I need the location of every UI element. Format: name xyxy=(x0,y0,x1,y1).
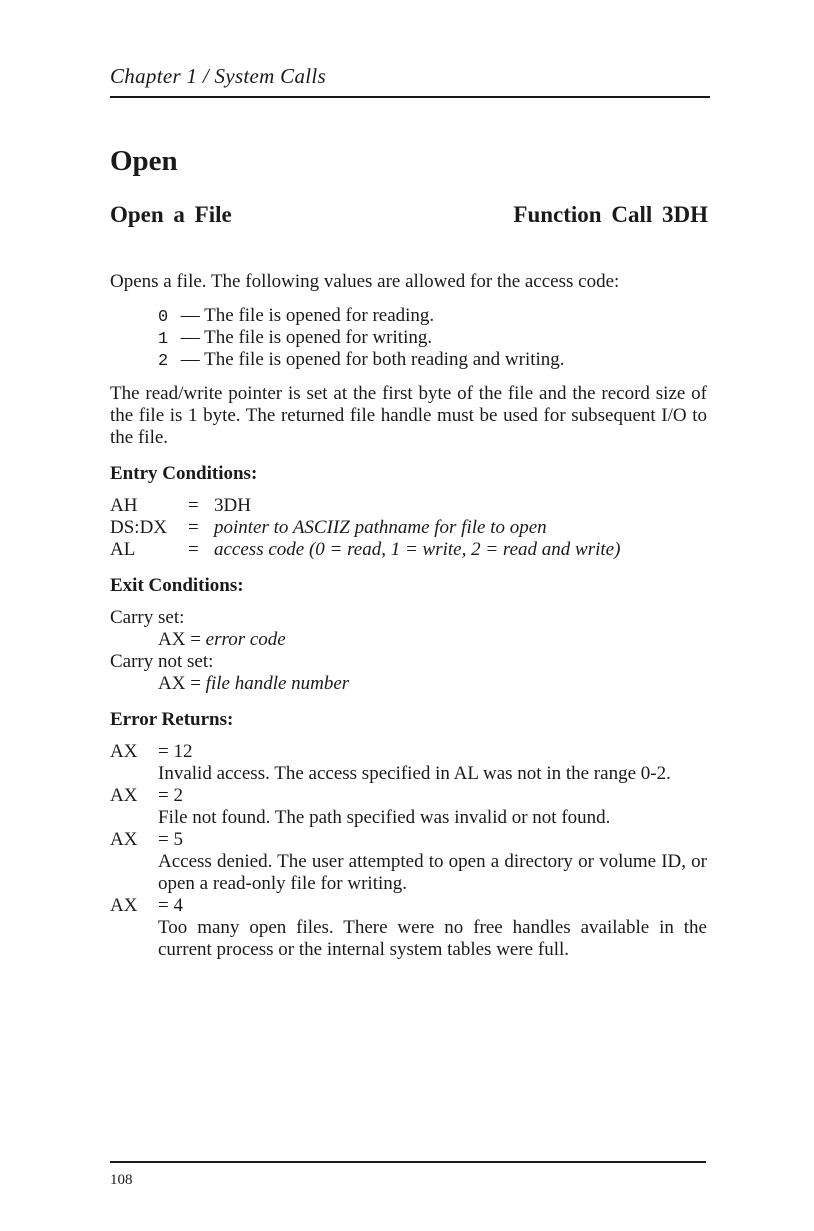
register-name: AX xyxy=(110,785,138,806)
register-value: file handle number xyxy=(205,673,350,694)
error-description: Access denied. The user attempted to open a directory or volume ID, or open a read-only file for writing. xyxy=(158,851,707,894)
list-item xyxy=(158,349,707,371)
error-code: = 2 xyxy=(158,785,183,806)
access-code-number: 2 xyxy=(158,352,169,371)
register-row xyxy=(110,673,707,695)
register-name: AX xyxy=(110,741,138,762)
entry-conditions xyxy=(110,495,707,561)
error-code: = 4 xyxy=(158,895,183,916)
register-value: error code xyxy=(205,629,286,650)
error-description: Invalid access. The access specified in AL was not in the range 0-2. xyxy=(158,763,671,784)
error-item xyxy=(110,829,707,895)
equals-sign: = xyxy=(190,673,201,694)
equals-sign: = xyxy=(188,495,199,516)
register-name: AX xyxy=(110,829,138,850)
exit-conditions-heading: Exit Conditions: xyxy=(110,575,244,596)
section-title: Open a File xyxy=(110,202,232,227)
error-returns-heading: Error Returns: xyxy=(110,709,234,730)
error-code: = 12 xyxy=(158,741,193,762)
footer-rule xyxy=(110,1161,706,1163)
header-rule xyxy=(110,96,710,98)
equals-sign: = xyxy=(190,629,201,650)
register-name: AX xyxy=(110,895,138,916)
entry-conditions-heading: Entry Conditions: xyxy=(110,463,258,484)
error-description: File not found. The path specified was invalid or not found. xyxy=(158,807,611,828)
error-item xyxy=(110,895,707,961)
equals-sign: = xyxy=(188,539,199,560)
error-item xyxy=(110,741,707,785)
register-name: AH xyxy=(110,495,138,516)
access-code-number: 1 xyxy=(158,330,169,349)
register-row xyxy=(110,539,707,561)
register-name: AL xyxy=(110,539,136,560)
access-code-text: — The file is opened for both reading and writing. xyxy=(180,349,565,370)
list-item xyxy=(158,327,707,349)
register-name: DS:DX xyxy=(110,517,168,538)
error-item xyxy=(110,785,707,829)
access-code-text: — The file is opened for writing. xyxy=(180,327,433,348)
register-name: AX xyxy=(158,673,186,694)
equals-sign: = xyxy=(188,517,199,538)
list-item xyxy=(158,305,707,327)
running-header xyxy=(110,64,710,89)
pointer-paragraph: The read/write pointer is set at the first byte of the file and the record size of the file is 1 byte. The returned file handle must be used for subsequent I/O to the file. xyxy=(110,383,707,448)
exit-conditions xyxy=(110,607,707,695)
register-value: pointer to ASCIIZ pathname for file to open xyxy=(214,517,547,538)
error-returns xyxy=(110,741,707,961)
register-row xyxy=(110,629,707,651)
register-name: AX xyxy=(158,629,186,650)
register-row xyxy=(110,495,707,517)
register-row xyxy=(110,517,707,539)
function-call-label: Function Call 3DH xyxy=(513,202,708,227)
page-number: 108 xyxy=(110,1172,133,1188)
error-code: = 5 xyxy=(158,829,183,850)
register-value: 3DH xyxy=(214,495,251,516)
access-code-text: — The file is opened for reading. xyxy=(180,305,435,326)
chapter-title: Chapter 1 / System Calls xyxy=(110,64,327,88)
error-description: Too many open files. There were no free handles available in the current process or the internal system tables were full. xyxy=(158,917,707,960)
carry-set-label: Carry set: xyxy=(110,607,185,628)
page-title: Open xyxy=(110,145,178,177)
body-text xyxy=(110,271,707,961)
register-value: access code (0 = read, 1 = write, 2 = read and write) xyxy=(214,539,621,560)
carry-not-set-label: Carry not set: xyxy=(110,651,214,672)
access-code-number: 0 xyxy=(158,308,169,327)
intro-paragraph: Opens a file. The following values are allowed for the access code: xyxy=(110,271,620,292)
access-code-list xyxy=(158,305,707,371)
